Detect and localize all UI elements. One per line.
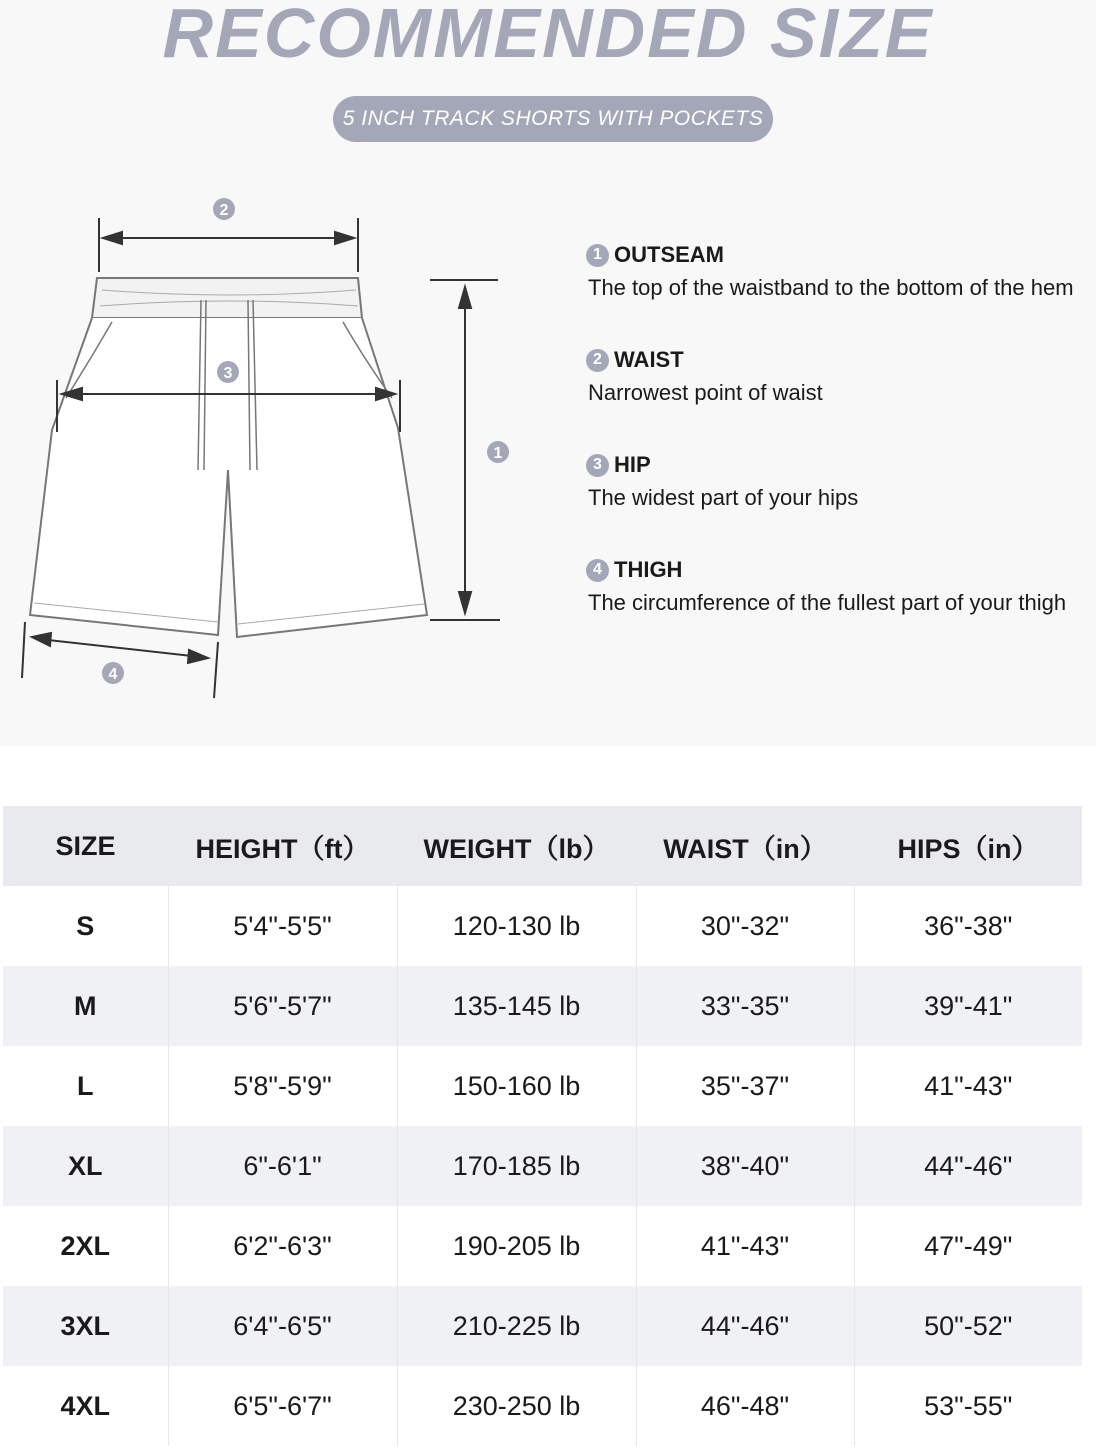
waist-cell: 41"-43" xyxy=(636,1206,854,1286)
size-cell: XL xyxy=(3,1126,168,1206)
hips-cell: 53"-55" xyxy=(854,1366,1082,1446)
measurement-legend xyxy=(586,240,1091,660)
table-row xyxy=(3,1286,1082,1366)
legend-desc: Narrowest point of waist xyxy=(588,380,823,405)
waist-cell: 44"-46" xyxy=(636,1286,854,1366)
weight-cell: 190-205 lb xyxy=(397,1206,636,1286)
hips-cell: 39"-41" xyxy=(854,966,1082,1046)
marker-3-label: 3 xyxy=(223,365,233,382)
height-cell: 5'8"-5'9" xyxy=(168,1046,397,1126)
number-badge: 4 xyxy=(586,559,609,582)
table-header-row xyxy=(3,806,1082,886)
legend-desc: The widest part of your hips xyxy=(588,485,859,510)
size-cell: M xyxy=(3,966,168,1046)
page-title: RECOMMENDED SIZE xyxy=(162,0,934,72)
table-row xyxy=(3,1126,1082,1206)
header-height: HEIGHT（ft） xyxy=(168,806,397,886)
number-badge: 1 xyxy=(586,244,609,267)
table-row xyxy=(3,1046,1082,1126)
table-row xyxy=(3,1366,1082,1446)
table-row xyxy=(3,886,1082,966)
weight-cell: 170-185 lb xyxy=(397,1126,636,1206)
legend-item-outseam xyxy=(586,240,1091,345)
legend-name: WAIST xyxy=(614,347,684,372)
height-cell: 5'6"-5'7" xyxy=(168,966,397,1046)
legend-item-waist xyxy=(586,345,1091,450)
marker-4-label: 4 xyxy=(108,666,118,683)
waist-cell: 35"-37" xyxy=(636,1046,854,1126)
table-row xyxy=(3,966,1082,1046)
height-cell: 6'5"-6'7" xyxy=(168,1366,397,1446)
shorts-diagram xyxy=(0,180,560,720)
hips-cell: 47"-49" xyxy=(854,1206,1082,1286)
marker-2-label: 2 xyxy=(219,202,229,219)
height-cell: 5'4"-5'5" xyxy=(168,886,397,966)
subtitle-pill: 5 INCH TRACK SHORTS WITH POCKETS xyxy=(333,96,773,142)
hips-cell: 44"-46" xyxy=(854,1126,1082,1206)
legend-desc: The top of the waistband to the bottom of the hem xyxy=(588,275,1074,300)
size-cell: 3XL xyxy=(3,1286,168,1366)
weight-cell: 230-250 lb xyxy=(397,1366,636,1446)
legend-item-hip xyxy=(586,450,1091,555)
header-size: SIZE xyxy=(3,806,168,886)
legend-desc: The circumference of the fullest part of your thigh xyxy=(588,590,1067,615)
header-weight: WEIGHT（lb） xyxy=(397,806,636,886)
weight-cell: 135-145 lb xyxy=(397,966,636,1046)
size-cell: 2XL xyxy=(3,1206,168,1286)
number-badge: 3 xyxy=(586,454,609,477)
weight-cell: 120-130 lb xyxy=(397,886,636,966)
height-cell: 6'2"-6'3" xyxy=(168,1206,397,1286)
waist-cell: 33"-35" xyxy=(636,966,854,1046)
header-waist: WAIST（in） xyxy=(636,806,854,886)
size-cell: L xyxy=(3,1046,168,1126)
legend-item-thigh xyxy=(586,555,1091,660)
waist-cell: 38"-40" xyxy=(636,1126,854,1206)
waist-cell: 46"-48" xyxy=(636,1366,854,1446)
waistband-outline xyxy=(92,278,362,318)
weight-cell: 150-160 lb xyxy=(397,1046,636,1126)
weight-cell: 210-225 lb xyxy=(397,1286,636,1366)
size-cell: S xyxy=(3,886,168,966)
hips-cell: 36"-38" xyxy=(854,886,1082,966)
height-cell: 6'4"-6'5" xyxy=(168,1286,397,1366)
table-row xyxy=(3,1206,1082,1286)
legend-name: HIP xyxy=(614,452,651,477)
header-hips: HIPS（in） xyxy=(854,806,1082,886)
hips-cell: 41"-43" xyxy=(854,1046,1082,1126)
marker-1-label: 1 xyxy=(493,445,503,462)
hips-cell: 50"-52" xyxy=(854,1286,1082,1366)
waist-cell: 30"-32" xyxy=(636,886,854,966)
size-chart-table xyxy=(3,806,1082,1446)
legend-name: OUTSEAM xyxy=(614,242,724,267)
size-cell: 4XL xyxy=(3,1366,168,1446)
height-cell: 6"-6'1" xyxy=(168,1126,397,1206)
legend-name: THIGH xyxy=(614,557,683,582)
number-badge: 2 xyxy=(586,349,609,372)
